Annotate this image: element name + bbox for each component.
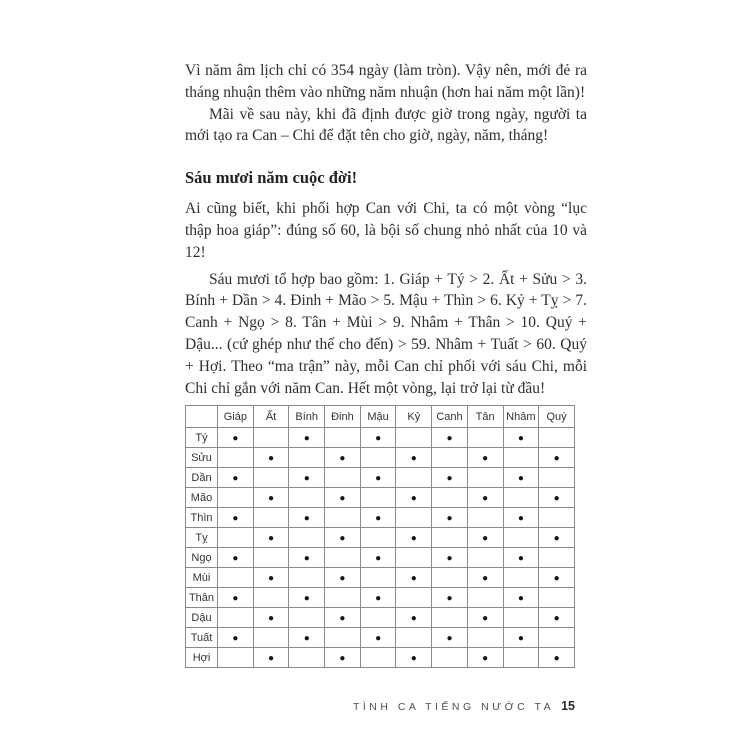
dot-marker: ●: [553, 612, 560, 624]
combination-cell: [325, 488, 361, 508]
combination-cell: [432, 488, 468, 508]
combination-cell: [432, 448, 468, 468]
dot-marker: ●: [446, 592, 453, 604]
combination-cell: [360, 488, 396, 508]
dot-marker: ●: [268, 492, 275, 504]
dot-marker: ●: [482, 612, 489, 624]
table-row: [186, 488, 575, 508]
chi-row-header: Hợi: [186, 648, 218, 668]
combination-cell: [467, 548, 503, 568]
dot-marker: ●: [482, 492, 489, 504]
combination-cell: [539, 548, 575, 568]
combination-cell: [503, 568, 539, 588]
combination-cell: [396, 428, 432, 448]
dot-marker: ●: [232, 472, 239, 484]
dot-marker: ●: [410, 612, 417, 624]
combination-cell: [360, 548, 396, 568]
combination-cell: [396, 448, 432, 468]
combination-cell: [539, 528, 575, 548]
combination-cell: [253, 528, 289, 548]
dot-marker: ●: [303, 472, 310, 484]
chi-row-header: Tý: [186, 428, 218, 448]
dot-marker: ●: [410, 492, 417, 504]
dot-marker: ●: [303, 632, 310, 644]
combination-cell: [325, 528, 361, 548]
dot-marker: ●: [268, 612, 275, 624]
table-row: [186, 528, 575, 548]
dot-marker: ●: [517, 552, 524, 564]
dot-marker: ●: [339, 652, 346, 664]
combination-cell: [503, 548, 539, 568]
section-heading: Sáu mươi năm cuộc đời!: [185, 168, 358, 188]
chi-row-header: Thìn: [186, 508, 218, 528]
combination-cell: [539, 448, 575, 468]
combination-cell: [432, 548, 468, 568]
dot-marker: ●: [303, 512, 310, 524]
dot-marker: ●: [446, 512, 453, 524]
dot-marker: ●: [446, 472, 453, 484]
combination-cell: [467, 448, 503, 468]
combination-cell: [289, 628, 325, 648]
dot-marker: ●: [268, 532, 275, 544]
can-column-header: Nhâm: [503, 406, 539, 428]
dot-marker: ●: [375, 512, 382, 524]
combination-cell: [325, 548, 361, 568]
combination-cell: [289, 648, 325, 668]
dot-marker: ●: [339, 492, 346, 504]
combination-cell: [467, 568, 503, 588]
combination-cell: [503, 608, 539, 628]
combination-cell: [289, 468, 325, 488]
paragraph-sixty-combinations: Sáu mươi tổ hợp bao gồm: 1. Giáp + Tý > 2. Ất + Sửu > 3. Bính + Dần > 4. Đinh + Mão > 5. Mậu + Thìn > 6. Kỷ + Tỵ > 7. Canh + Ngọ > 8. Tân + Mùi > 9. Nhâm + Thân > 10. Quý + Dậu... (cứ ghép như thế cho đến) > 59. Nhâm + Tuất > 60. Quý + Hợi. Theo “ma trận” này, mỗi Can chỉ phối với sáu Chi, mỗi Chi chỉ gắn với năm Can. Hết một vòng, lại trở lại từ đầu!: [185, 270, 587, 397]
table-row: [186, 448, 575, 468]
chi-row-header: Ngọ: [186, 548, 218, 568]
dot-marker: ●: [339, 532, 346, 544]
running-title: TÌNH CA TIẾNG NƯỚC TA: [352, 701, 555, 713]
combination-cell: [325, 508, 361, 528]
dot-marker: ●: [268, 652, 275, 664]
combination-cell: [218, 508, 254, 528]
dot-marker: ●: [517, 432, 524, 444]
dot-marker: ●: [553, 452, 560, 464]
dot-marker: ●: [268, 452, 275, 464]
combination-cell: [253, 568, 289, 588]
combination-cell: [396, 528, 432, 548]
chi-row-header: Tỵ: [186, 528, 218, 548]
combination-cell: [360, 428, 396, 448]
combination-cell: [218, 608, 254, 628]
combination-cell: [289, 528, 325, 548]
dot-marker: ●: [410, 452, 417, 464]
can-column-header: Canh: [432, 406, 468, 428]
can-column-header: Ất: [253, 406, 289, 428]
combination-cell: [325, 468, 361, 488]
dot-marker: ●: [303, 432, 310, 444]
combination-cell: [360, 528, 396, 548]
combination-cell: [467, 648, 503, 668]
table-row: [186, 588, 575, 608]
combination-cell: [432, 568, 468, 588]
combination-cell: [289, 488, 325, 508]
can-chi-table: [185, 405, 575, 668]
combination-cell: [467, 608, 503, 628]
paragraph-luc-thap-hoa-giap: Ai cũng biết, khi phối hợp Can với Chi, ta có một vòng “lục thập hoa giáp”: đúng số 60, là bội số chung nhỏ nhất của 10 và 12!: [185, 200, 587, 261]
dot-marker: ●: [375, 472, 382, 484]
combination-cell: [539, 608, 575, 628]
combination-cell: [432, 628, 468, 648]
combination-cell: [360, 448, 396, 468]
dot-marker: ●: [553, 532, 560, 544]
dot-marker: ●: [339, 612, 346, 624]
combination-cell: [503, 628, 539, 648]
combination-cell: [396, 488, 432, 508]
combination-cell: [503, 648, 539, 668]
dot-marker: ●: [553, 572, 560, 584]
dot-marker: ●: [482, 572, 489, 584]
paragraph-can-chi-origin: Mãi về sau này, khi đã định được giờ trong ngày, người ta mới tạo ra Can – Chi để đặt tên cho giờ, ngày, năm, tháng!: [185, 105, 587, 145]
page-content: [185, 60, 587, 668]
dot-marker: ●: [339, 452, 346, 464]
combination-cell: [218, 468, 254, 488]
combination-cell: [218, 428, 254, 448]
combination-cell: [253, 588, 289, 608]
combination-cell: [289, 608, 325, 628]
combination-cell: [467, 588, 503, 608]
combination-cell: [253, 628, 289, 648]
combination-cell: [467, 468, 503, 488]
combination-cell: [396, 508, 432, 528]
combination-cell: [360, 628, 396, 648]
combination-cell: [503, 528, 539, 548]
combination-cell: [325, 448, 361, 468]
combination-cell: [360, 508, 396, 528]
can-column-header: Giáp: [218, 406, 254, 428]
dot-marker: ●: [446, 632, 453, 644]
dot-marker: ●: [303, 592, 310, 604]
combination-cell: [253, 428, 289, 448]
combination-cell: [253, 448, 289, 468]
dot-marker: ●: [232, 512, 239, 524]
combination-cell: [539, 648, 575, 668]
chi-row-header: Mùi: [186, 568, 218, 588]
combination-cell: [503, 448, 539, 468]
combination-cell: [253, 548, 289, 568]
dot-marker: ●: [553, 492, 560, 504]
combination-cell: [325, 588, 361, 608]
dot-marker: ●: [232, 632, 239, 644]
table-row: [186, 568, 575, 588]
combination-cell: [360, 468, 396, 488]
dot-marker: ●: [232, 552, 239, 564]
combination-cell: [539, 588, 575, 608]
can-column-header: Mậu: [360, 406, 396, 428]
combination-cell: [432, 608, 468, 628]
dot-marker: ●: [482, 652, 489, 664]
combination-cell: [218, 548, 254, 568]
dot-marker: ●: [446, 552, 453, 564]
paragraph-lunar-year: Vì năm âm lịch chỉ có 354 ngày (làm tròn). Vậy nên, mới đẻ ra tháng nhuận thêm vào những năm nhuận (hơn hai năm một lần)!: [185, 62, 587, 101]
can-column-header: Tân: [467, 406, 503, 428]
combination-cell: [503, 428, 539, 448]
combination-cell: [218, 628, 254, 648]
combination-cell: [467, 428, 503, 448]
can-column-header: Bính: [289, 406, 325, 428]
combination-cell: [325, 628, 361, 648]
combination-cell: [539, 568, 575, 588]
can-column-header: Quý: [539, 406, 575, 428]
combination-cell: [539, 508, 575, 528]
combination-cell: [467, 508, 503, 528]
combination-cell: [396, 568, 432, 588]
combination-cell: [218, 448, 254, 468]
dot-marker: ●: [232, 432, 239, 444]
table-row: [186, 548, 575, 568]
combination-cell: [360, 568, 396, 588]
table-body: [186, 428, 575, 668]
combination-cell: [396, 608, 432, 628]
combination-cell: [396, 648, 432, 668]
combination-cell: [289, 428, 325, 448]
combination-cell: [432, 468, 468, 488]
combination-cell: [218, 568, 254, 588]
combination-cell: [253, 468, 289, 488]
combination-cell: [396, 468, 432, 488]
combination-cell: [325, 568, 361, 588]
dot-marker: ●: [410, 652, 417, 664]
table-row: [186, 428, 575, 448]
combination-cell: [325, 648, 361, 668]
combination-cell: [467, 488, 503, 508]
combination-cell: [325, 608, 361, 628]
combination-cell: [503, 508, 539, 528]
combination-cell: [503, 488, 539, 508]
dot-marker: ●: [375, 432, 382, 444]
can-column-header: Kỷ: [396, 406, 432, 428]
table-corner-cell: [186, 406, 218, 428]
combination-cell: [539, 468, 575, 488]
page-number: 15: [561, 699, 575, 713]
combination-cell: [289, 588, 325, 608]
dot-marker: ●: [517, 512, 524, 524]
combination-cell: [253, 508, 289, 528]
combination-cell: [325, 428, 361, 448]
dot-marker: ●: [375, 632, 382, 644]
combination-cell: [218, 648, 254, 668]
dot-marker: ●: [410, 572, 417, 584]
combination-cell: [360, 648, 396, 668]
combination-cell: [218, 588, 254, 608]
dot-marker: ●: [268, 572, 275, 584]
chi-row-header: Sửu: [186, 448, 218, 468]
dot-marker: ●: [375, 552, 382, 564]
combination-cell: [289, 448, 325, 468]
table-header-row: [186, 406, 575, 428]
table-row: [186, 648, 575, 668]
combination-cell: [253, 648, 289, 668]
dot-marker: ●: [232, 592, 239, 604]
combination-cell: [396, 628, 432, 648]
chi-row-header: Thân: [186, 588, 218, 608]
combination-cell: [218, 528, 254, 548]
combination-cell: [360, 588, 396, 608]
dot-marker: ●: [482, 532, 489, 544]
combination-cell: [539, 428, 575, 448]
combination-cell: [432, 428, 468, 448]
combination-cell: [289, 548, 325, 568]
combination-cell: [467, 528, 503, 548]
chi-row-header: Mão: [186, 488, 218, 508]
dot-marker: ●: [553, 652, 560, 664]
combination-cell: [396, 548, 432, 568]
combination-cell: [289, 568, 325, 588]
combination-cell: [432, 588, 468, 608]
table-row: [186, 468, 575, 488]
table-row: [186, 508, 575, 528]
dot-marker: ●: [339, 572, 346, 584]
combination-cell: [289, 508, 325, 528]
can-chi-table-wrapper: [185, 405, 587, 668]
combination-cell: [253, 488, 289, 508]
dot-marker: ●: [446, 432, 453, 444]
combination-cell: [539, 488, 575, 508]
chi-row-header: Dần: [186, 468, 218, 488]
dot-marker: ●: [303, 552, 310, 564]
dot-marker: ●: [375, 592, 382, 604]
table-row: [186, 628, 575, 648]
can-column-header: Đinh: [325, 406, 361, 428]
page-footer: [353, 699, 575, 713]
chi-row-header: Tuất: [186, 628, 218, 648]
combination-cell: [396, 588, 432, 608]
dot-marker: ●: [517, 632, 524, 644]
combination-cell: [467, 628, 503, 648]
combination-cell: [218, 488, 254, 508]
table-head: [186, 406, 575, 428]
combination-cell: [503, 588, 539, 608]
combination-cell: [539, 628, 575, 648]
combination-cell: [253, 608, 289, 628]
combination-cell: [360, 608, 396, 628]
combination-cell: [503, 468, 539, 488]
combination-cell: [432, 648, 468, 668]
combination-cell: [432, 508, 468, 528]
dot-marker: ●: [482, 452, 489, 464]
dot-marker: ●: [517, 592, 524, 604]
chi-row-header: Dậu: [186, 608, 218, 628]
dot-marker: ●: [517, 472, 524, 484]
dot-marker: ●: [410, 532, 417, 544]
combination-cell: [432, 528, 468, 548]
table-row: [186, 608, 575, 628]
